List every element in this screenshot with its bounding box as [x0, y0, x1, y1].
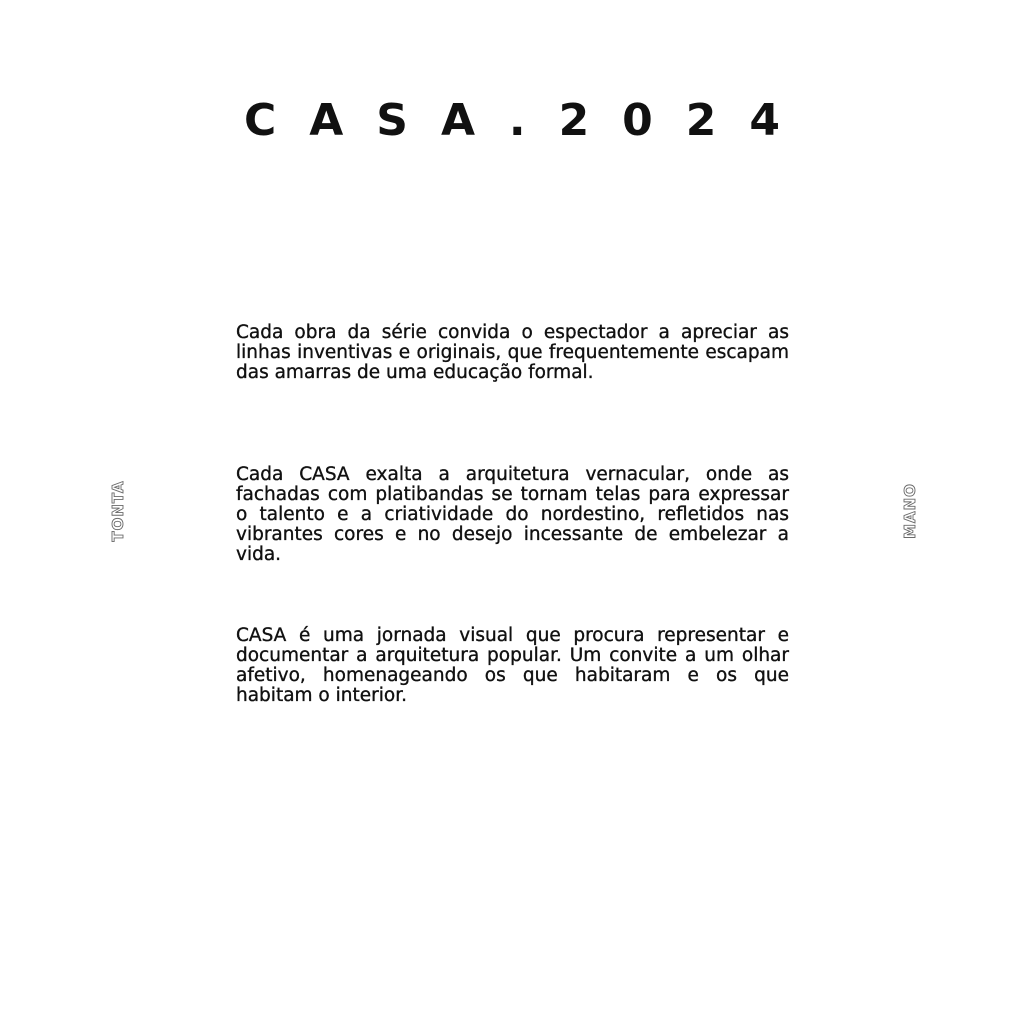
paragraph-2: Cada CASA exalta a arquitetura vernacular, onde as fachadas com platibandas se tornam telas para expressar o talento e a criatividade do nordestino, refletidos nas vibrantes cores e no desejo incessante de embelezar a vida.	[236, 464, 789, 565]
side-label-right: MANO	[901, 483, 919, 539]
side-label-left: TONTA	[109, 480, 127, 542]
paragraph-3: CASA é uma jornada visual que procura representar e documentar a arquitetura popular. Um convite a um olhar afetivo, homenageando os que habitaram e os que habitam o interior.	[236, 625, 789, 706]
paragraph-1: Cada obra da série convida o espectador a apreciar as linhas inventivas e originais, que frequentemente escapam das amarras de uma educação formal.	[236, 322, 789, 383]
page-title: CASA.2024	[243, 95, 814, 146]
